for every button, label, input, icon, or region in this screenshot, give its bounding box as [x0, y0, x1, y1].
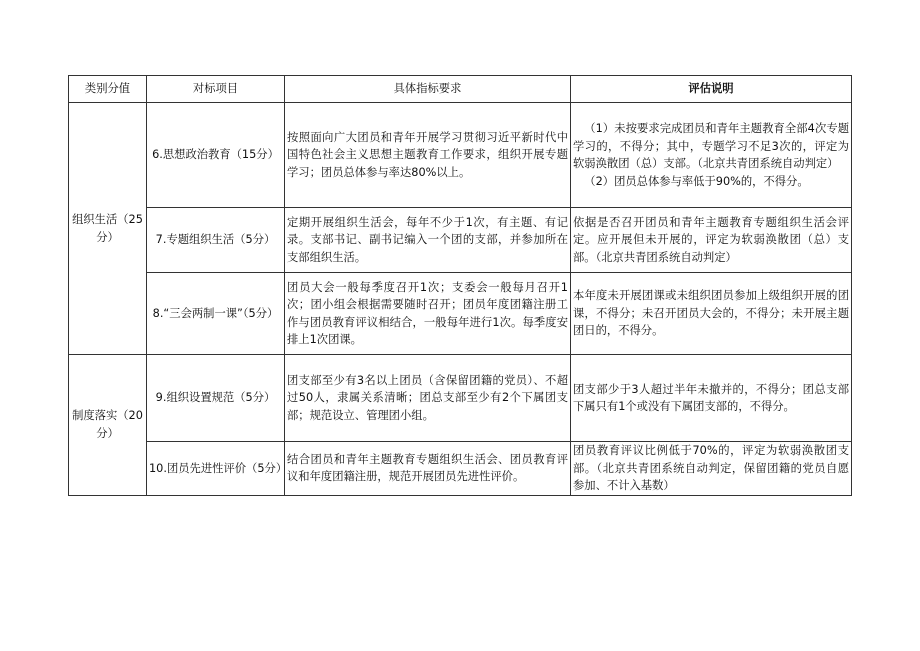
item-cell: 8.“三会两制一课”（5分）	[147, 273, 285, 355]
header-requirement: 具体指标要求	[285, 76, 571, 103]
header-item: 对标项目	[147, 76, 285, 103]
requirement-cell: 团支部至少有3名以上团员（含保留团籍的党员）、不超过50人，隶属关系清晰；团总支部至少有2个下属团支部；规范设立、管理团小组。	[285, 355, 571, 442]
header-evaluation: 评估说明	[571, 76, 852, 103]
table-row	[69, 355, 852, 442]
requirement-cell: 团员大会一般每季度召开1次；支委会一般每月召开1次；团小组会根据需要随时召开；团员年度团籍注册工作与团员教育评议相结合，一般每年进行1次。每季度安排上1次团课。	[285, 273, 571, 355]
category-cell: 组织生活（25分）	[69, 103, 147, 355]
category-cell: 制度落实（20分）	[69, 355, 147, 496]
table-row	[69, 442, 852, 496]
table-row	[69, 273, 852, 355]
evaluation-paragraph: （2）团员总体参与率低于90%的，不得分。	[584, 174, 809, 188]
requirement-cell: 按照面向广大团员和青年开展学习贯彻习近平新时代中国特色社会主义思想主题教育工作要求，组织开展专题学习；团员总体参与率达80%以上。	[285, 103, 571, 208]
table-row	[69, 103, 852, 208]
evaluation-paragraph: 团员教育评议比例低于70%的，评定为软弱涣散团支部。（北京共青团系统自动判定，保留团籍的党员自愿参加、不计入基数）	[573, 444, 849, 492]
evaluation-cell	[571, 355, 852, 442]
header-category: 类别分值	[69, 76, 147, 103]
evaluation-paragraph: 团支部少于3人超过半年未撤并的，不得分；团总支部下属只有1个或没有下属团支部的，不得分。	[573, 382, 849, 413]
table-header-row	[69, 76, 852, 103]
evaluation-paragraph: 依据是否召开团员和青年主题教育专题组织生活会评定。应开展但未开展的，评定为软弱涣散团（总）支部。（北京共青团系统自动判定）	[573, 215, 849, 264]
evaluation-table	[68, 75, 852, 496]
evaluation-cell	[571, 208, 852, 273]
evaluation-cell	[571, 103, 852, 208]
item-cell: 7.专题组织生活（5分）	[147, 208, 285, 273]
table-row	[69, 208, 852, 273]
evaluation-cell	[571, 273, 852, 355]
item-cell: 9.组织设置规范（5分）	[147, 355, 285, 442]
requirement-cell: 定期开展组织生活会，每年不少于1次，有主题、有记录。支部书记、副书记编入一个团的支部，并参加所在支部组织生活。	[285, 208, 571, 273]
item-cell: 6.思想政治教育（15分）	[147, 103, 285, 208]
evaluation-cell	[571, 442, 852, 496]
evaluation-paragraph: （1）未按要求完成团员和青年主题教育全部4次专题学习的，不得分；其中，专题学习不足3次的，评定为软弱涣散团（总）支部。（北京共青团系统自动判定）	[573, 122, 849, 170]
item-cell: 10.团员先进性评价（5分）	[147, 442, 285, 496]
requirement-cell: 结合团员和青年主题教育专题组织生活会、团员教育评议和年度团籍注册，规范开展团员先进性评价。	[285, 442, 571, 496]
evaluation-paragraph: 本年度未开展团课或未组织团员参加上级组织开展的团课，不得分；未召开团员大会的，不得分；未开展主题团日的，不得分。	[573, 289, 849, 338]
